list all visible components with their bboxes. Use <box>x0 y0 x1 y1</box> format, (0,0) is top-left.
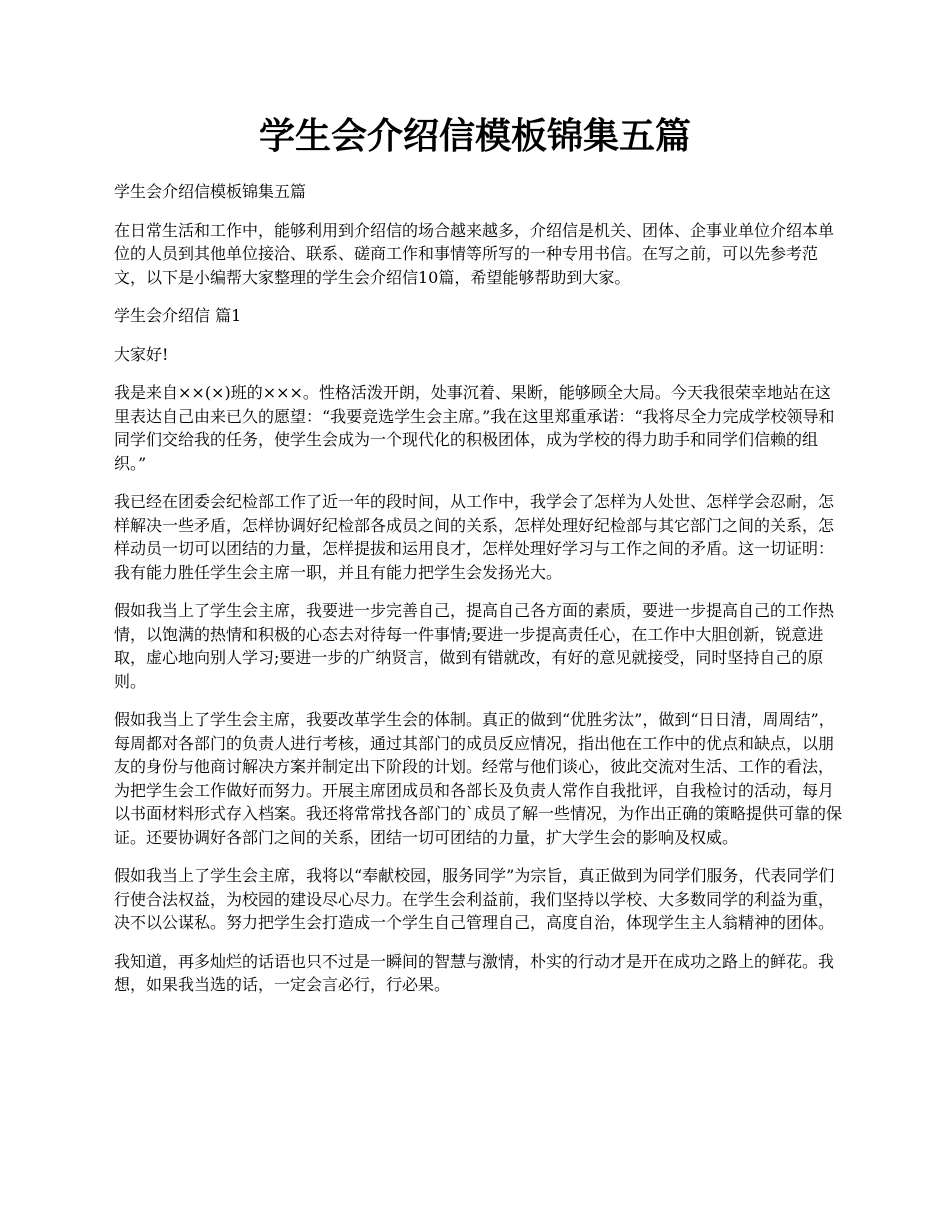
greeting-paragraph: 大家好! <box>114 344 169 364</box>
body-paragraph: 假如我当上了学生会主席，我要进一步完善自己，提高自己各方面的素质，要进一步提高自己的工作热情，以饱满的热情和积极的心态去对待每一件事情;要进一步提高责任心，在工作中大胆创新，锐意进取，虚心地向别人学习;要进一步的广纳贤言，做到有错就改，有好的意见就接受，同时坚持自己的原则。 <box>114 601 835 691</box>
document-title: 学生会介绍信模板锦集五篇 <box>258 115 691 157</box>
subtitle-paragraph: 学生会介绍信模板锦集五篇 <box>114 182 307 201</box>
body-paragraph: 我已经在团委会纪检部工作了近一年的段时间，从工作中，我学会了怎样为人处世、怎样学会忍耐，怎样解决一些矛盾，怎样协调好纪检部各成员之间的关系，怎样处理好纪检部与其它部门之间的关系，怎样动员一切可以团结的力量，怎样提拔和运用良才，怎样处理好学习与工作之间的矛盾。这一切证明：我有能力胜任学生会主席一职，并且有能力把学生会发扬光大。 <box>114 492 835 582</box>
body-paragraph: 我是来自××(×)班的×××。性格活泼开朗，处事沉着、果断，能够顾全大局。今天我很荣幸地站在这里表达自己由来已久的愿望：“我要竞选学生会主席。”我在这里郑重承诺：“我将尽全力完成学校领导和同学们交给我的任务，使学生会成为一个现代化的积极团体，成为学校的得力助手和同学们信赖的组织。” <box>114 383 835 473</box>
section-heading: 学生会介绍信 篇1 <box>114 306 242 325</box>
body-paragraph: 假如我当上了学生会主席，我要改革学生会的体制。真正的做到“优胜劣汰”，做到“日日清，周周结”，每周都对各部门的负责人进行考核，通过其部门的成员反应情况，指出他在工作中的优点和缺点，以朋友的身份与他商讨解决方案并制定出下阶段的计划。经常与他们谈心，彼此交流对生活、工作的看法，为把学生会工作做好而努力。开展主席团成员和各部长及负责人常作自我批评，自我检讨的活动，每月以书面材料形式存入档案。我还将常常找各部门的`成员了解一些情况，为作出正确的策略提供可靠的保证。还要协调好各部门之间的关系，团结一切可团结的力量，扩大学生会的影响及权威。 <box>114 710 843 847</box>
document-body <box>114 180 846 1012</box>
intro-paragraph: 在日常生活和工作中，能够利用到介绍信的场合越来越多，介绍信是机关、团体、企事业单位介绍本单位的人员到其他单位接洽、联系、磋商工作和事情等所写的一种专用书信。在写之前，可以先参考范文，以下是小编帮大家整理的学生会介绍信10篇，希望能够帮助到大家。 <box>114 220 835 287</box>
body-paragraph: 假如我当上了学生会主席，我将以“奉献校园，服务同学”为宗旨，真正做到为同学们服务，代表同学们行使合法权益，为校园的建设尽心尽力。在学生会利益前，我们坚持以学校、大多数同学的利益为重，决不以公谋私。努力把学生会打造成一个学生自己管理自己，高度自治，体现学生主人翁精神的团体。 <box>114 866 835 932</box>
closing-paragraph: 我知道，再多灿烂的话语也只不过是一瞬间的智慧与激情，朴实的行动才是开在成功之路上的鲜花。我想，如果我当选的话，一定会言必行，行必果。 <box>114 951 835 994</box>
